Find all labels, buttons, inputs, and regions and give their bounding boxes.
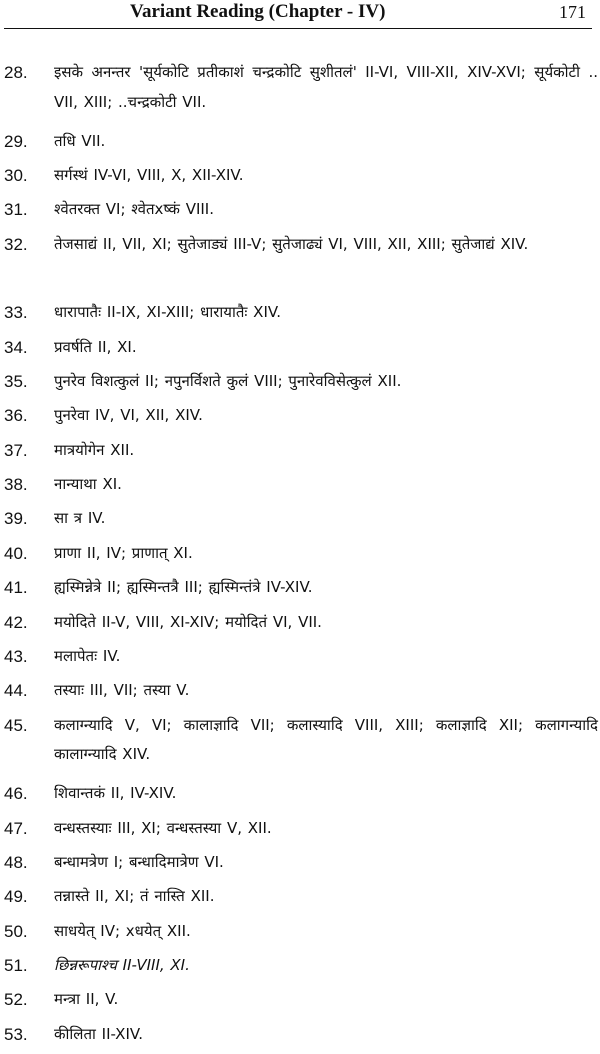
- entry-number: 42.: [4, 612, 28, 632]
- entry-text: तधि VII.: [54, 131, 106, 150]
- variant-entry: [0, 436, 600, 470]
- variant-entry: [0, 917, 600, 951]
- entry-text: तस्याः III, VII; तस्या V.: [54, 681, 190, 700]
- entry-number: 47.: [4, 818, 28, 838]
- entry-number: 36.: [4, 406, 28, 426]
- entry-text: बन्धामत्रेण I; बन्धादिमात्रेण VI.: [54, 852, 224, 871]
- variant-entry: [0, 985, 600, 1019]
- variant-entry: [0, 504, 600, 538]
- variant-entry: [0, 58, 600, 127]
- entry-number: 50.: [4, 921, 28, 941]
- variant-entry: [0, 298, 600, 332]
- entry-text: प्राणा II, IV; प्राणात् XI.: [54, 543, 193, 562]
- entry-number: 51.: [4, 955, 28, 975]
- variant-entry: [0, 608, 600, 642]
- variant-entry: [0, 711, 600, 780]
- entry-number: 39.: [4, 509, 28, 529]
- entry-text: ह्यस्मिन्नेत्रे II; ह्यस्मिन्तत्रै III; ह्यस्मिन्तंत्रे IV-XIV.: [54, 578, 313, 597]
- entry-text: मन्त्रा II, V.: [54, 990, 119, 1009]
- variant-entry: [0, 779, 600, 813]
- entry-number: 53.: [4, 1024, 28, 1044]
- page-number: 171: [559, 2, 586, 22]
- entry-text: मलापेतः IV.: [54, 646, 121, 665]
- entry-text: इसके अनन्तर 'सूर्यकोटि प्रतीकाशं चन्द्रकोटि सुशीतलं' II-VI, VIII-XII, XIV-XVI; सूर्यकोटी .. VII, XIII; ..चन्द्रकोटी VII.: [54, 63, 598, 111]
- entry-text: मात्रयोगेन XII.: [54, 440, 135, 459]
- entry-number: 41.: [4, 578, 28, 598]
- variant-entry: [0, 333, 600, 367]
- entry-number: 32.: [4, 234, 28, 254]
- entry-number: 38.: [4, 475, 28, 495]
- entry-text: श्वेतरक्त VI; श्वेतxष्कं VIII.: [54, 200, 214, 219]
- entry-text: कलाग्न्यादि V, VI; कालाज्ञादि VII; कलास्यादि VIII, XIII; कलाज्ञादि XII; कलागन्यादि कालाग्न्यादि XIV.: [54, 715, 598, 764]
- entry-number: 30.: [4, 166, 28, 186]
- variant-entry: [0, 127, 600, 161]
- variant-entry: [0, 367, 600, 401]
- entry-text: तन्नास्ते II, XI; तं नास्ति XII.: [54, 887, 215, 906]
- entry-number: 44.: [4, 681, 28, 701]
- entry-text: वन्धस्तस्याः III, XI; वन्धस्तस्या V, XII.: [54, 818, 272, 837]
- entry-text: शिवान्तकं II, IV-XIV.: [54, 784, 177, 803]
- entry-number: 29.: [4, 131, 28, 151]
- entry-text: धारापातैः II-IX, XI-XIII; धारायातैः XIV.: [54, 303, 281, 322]
- entry-number: 35.: [4, 372, 28, 392]
- entry-number: 28.: [4, 63, 28, 82]
- page-header: [0, 0, 600, 34]
- entry-text: पुनरेव विशत्कुलं II; नपुनर्विशते कुलं VIII; पुनारेवविसेत्कुलं XII.: [54, 372, 402, 391]
- entry-number: 40.: [4, 543, 28, 563]
- entry-number: 46.: [4, 784, 28, 804]
- variant-entry: [0, 401, 600, 435]
- entry-number: 49.: [4, 887, 28, 907]
- variant-entry: [0, 470, 600, 504]
- entry-text: नान्याथा XI.: [54, 475, 122, 494]
- entry-number: 37.: [4, 440, 28, 460]
- entry-number: 33.: [4, 303, 28, 323]
- entry-number: 52.: [4, 990, 28, 1010]
- variant-entry: [0, 848, 600, 882]
- variant-entry: [0, 161, 600, 195]
- entry-text: प्रवर्षति II, XI.: [54, 337, 137, 356]
- entry-number: 43.: [4, 646, 28, 666]
- variant-entry: [0, 814, 600, 848]
- variant-entry: [0, 676, 600, 710]
- entry-number: 48.: [4, 852, 28, 872]
- entry-text: कीलिता II-XIV.: [54, 1024, 143, 1043]
- entry-text: पुनरेवा IV, VI, XII, XIV.: [54, 406, 203, 425]
- variant-entry: [0, 195, 600, 229]
- variant-entry: [0, 951, 600, 985]
- variant-entry: [0, 539, 600, 573]
- entry-number: 31.: [4, 200, 28, 220]
- variant-entry: [0, 230, 600, 299]
- variant-entry: [0, 642, 600, 676]
- header-rule: [4, 28, 592, 29]
- entry-number: 34.: [4, 337, 28, 357]
- entry-text: छिन्नरूपाश्च II-VIII, XI.: [54, 955, 190, 974]
- variant-entry: [0, 882, 600, 916]
- entry-text: तेजसाद्यं II, VII, XI; सुतेजाड्यं III-V; सुतेजाढ्यं VI, VIII, XII, XIII; सुतेजाद्यं XIV.: [54, 234, 529, 253]
- variant-entry: [0, 1020, 600, 1054]
- entry-number: 45.: [4, 715, 28, 735]
- variant-entry: [0, 573, 600, 607]
- chapter-title: Variant Reading (Chapter - IV): [130, 1, 386, 22]
- entry-text: मयोदिते II-V, VIII, XI-XIV; मयोदितं VI, VII.: [54, 612, 322, 631]
- entry-text: साधयेत् IV; xधयेत् XII.: [54, 921, 191, 940]
- entry-text: सा त्र IV.: [54, 509, 106, 528]
- entry-text: सर्गस्थं IV-VI, VIII, X, XII-XIV.: [54, 166, 244, 185]
- variant-list: [0, 58, 600, 1054]
